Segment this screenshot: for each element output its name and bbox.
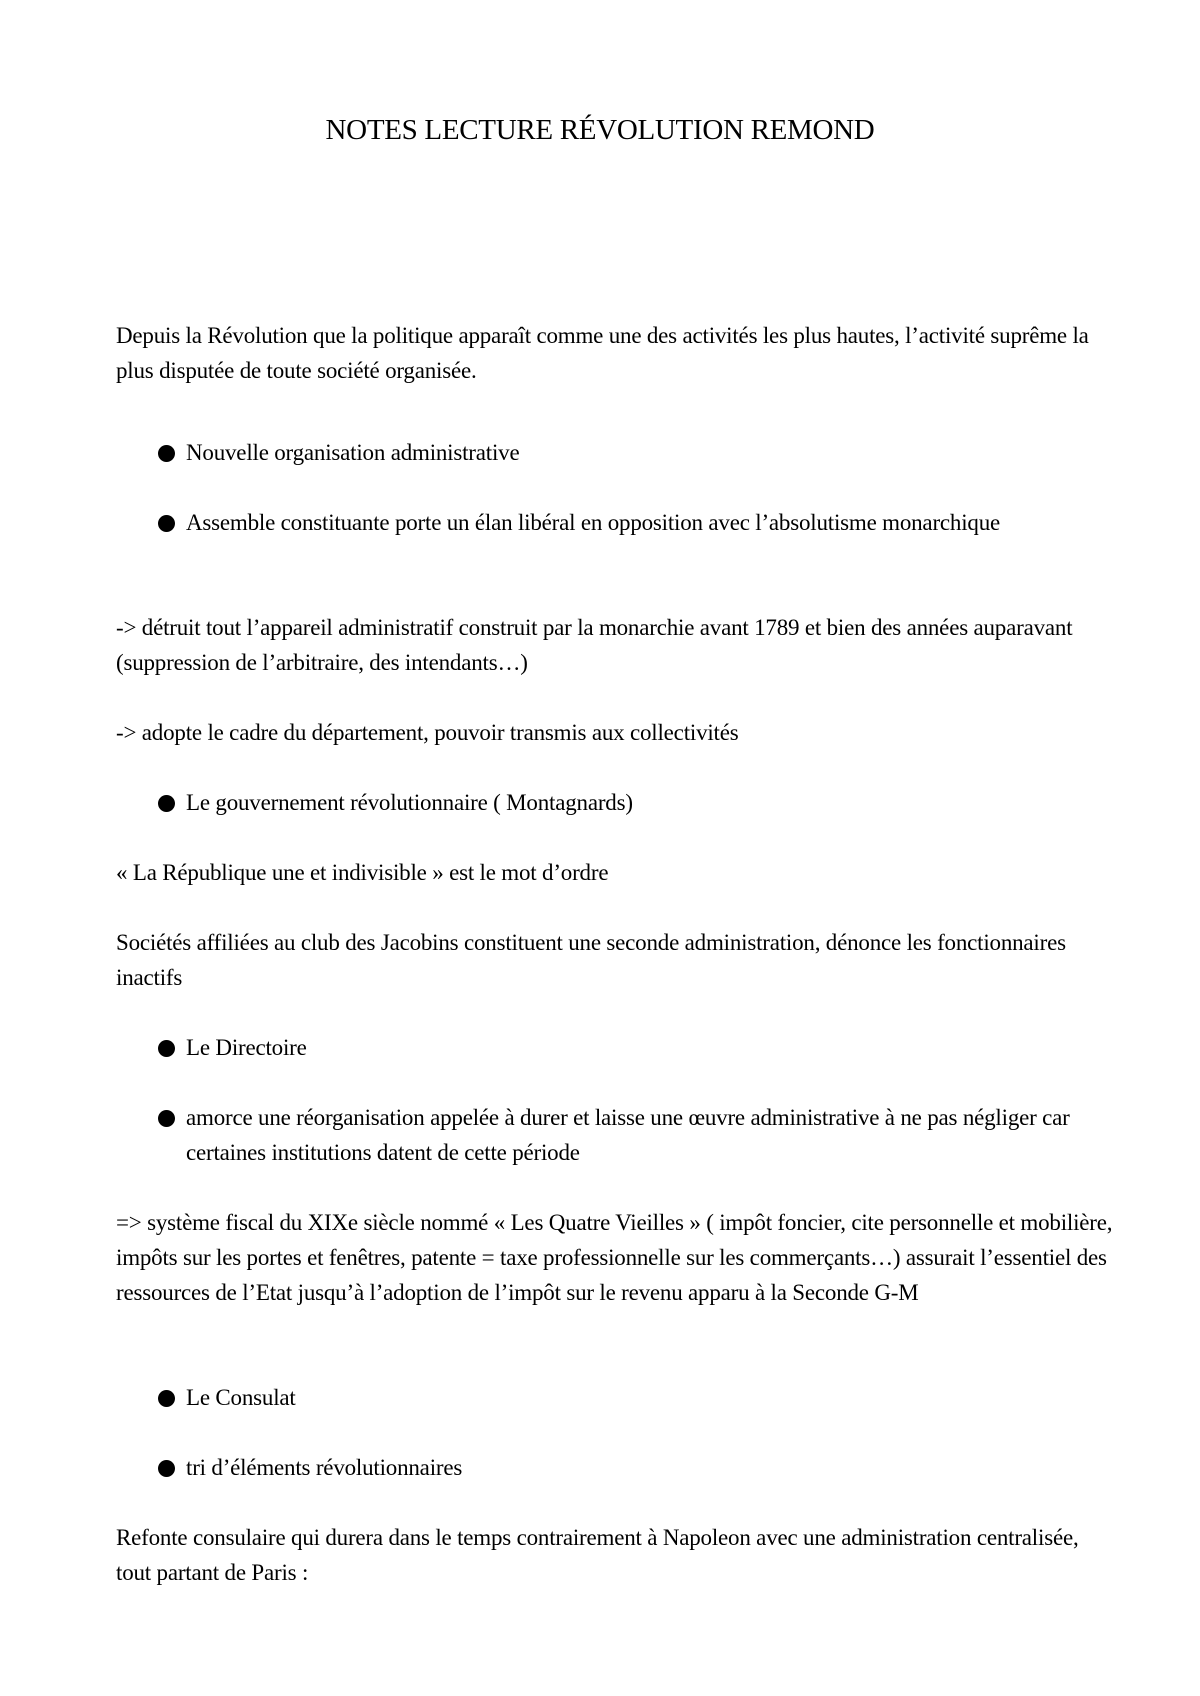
bullet-text: Le Directoire	[186, 1035, 307, 1060]
document-title: NOTES LECTURE RÉVOLUTION REMOND	[325, 114, 875, 146]
bullet-icon	[158, 795, 175, 812]
bullet-text: tri d’éléments révolutionnaires	[186, 1455, 463, 1480]
bullet-text: amorce une réorganisation appelée à durer et laisse une œuvre administrative à ne pas négliger car certaines institutions datent de cette période	[186, 1105, 1070, 1165]
paragraph-fiscal: => système fiscal du XIXe siècle nommé « Les Quatre Vieilles » ( impôt foncier, cite personnelle et mobilière, impôts sur les portes et fenêtres, patente = taxe professionnelle sur les commerçants…) assurait l’essentiel des ressources de l’Etat jusqu’à l’adoption de l’impôt sur le revenu apparu à la Seconde G-M	[116, 1210, 1113, 1305]
bullet-text: Assemble constituante porte un élan libéral en opposition avec l’absolutisme monarchique	[186, 510, 1001, 535]
paragraph-refonte: Refonte consulaire qui durera dans le temps contrairement à Napoleon avec une administration centralisée, tout partant de Paris :	[116, 1525, 1079, 1585]
bullet-item	[158, 785, 1118, 820]
bullet-icon	[158, 1040, 175, 1057]
paragraph-arrow-2: -> adopte le cadre du département, pouvoir transmis aux collectivités	[116, 720, 739, 745]
bullet-icon	[158, 1110, 175, 1127]
bullet-item	[158, 435, 1118, 470]
bullet-item	[158, 1030, 1118, 1065]
bullet-item	[158, 1100, 1118, 1170]
bullet-text: Le Consulat	[186, 1385, 296, 1410]
bullet-icon	[158, 515, 175, 532]
bullet-icon	[158, 1460, 175, 1477]
paragraph-arrow-1: -> détruit tout l’appareil administratif construit par la monarchie avant 1789 et bien des années auparavant (suppression de l’arbitraire, des intendants…)	[116, 615, 1073, 675]
paragraph-intro: Depuis la Révolution que la politique apparaît comme une des activités les plus hautes, l’activité suprême la plus disputée de toute société organisée.	[116, 323, 1089, 383]
bullet-icon	[158, 445, 175, 462]
paragraph-jacobins: Sociétés affiliées au club des Jacobins constituent une seconde administration, dénonce les fonctionnaires inactifs	[116, 930, 1066, 990]
bullet-item	[158, 505, 1118, 540]
paragraph-republique: « La République une et indivisible » est le mot d’ordre	[116, 860, 609, 885]
bullet-item	[158, 1450, 1118, 1485]
bullet-item	[158, 1380, 1118, 1415]
bullet-text: Le gouvernement révolutionnaire ( Montagnards)	[186, 790, 633, 815]
bullet-text: Nouvelle organisation administrative	[186, 440, 520, 465]
bullet-icon	[158, 1390, 175, 1407]
